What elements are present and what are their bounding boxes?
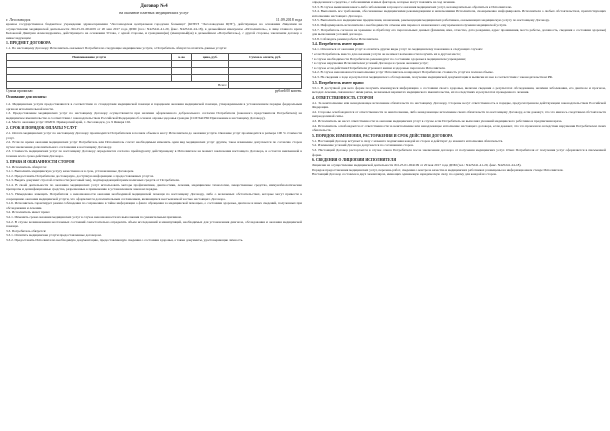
paragraph: 3.3.7. Потребитель согласен на хранение и обработку его персональных данных (фамилия, имя, отчество, дата рождения, адрес проживания, место работы, должность, сведения о состоянии здоровья) для выполнения условий договора. [312,27,606,37]
paragraph: 1.2. Медицинские услуги предоставляются в соответствии со стандартами медицинской помощи и порядками оказания медицинской помощи, утвержденными в установленном порядке федеральным органом исполнительной власти. [6,101,302,111]
paragraph: 5.2. Изменение условий Договора допускается по соглашению сторон. [312,143,414,148]
paragraph: 3.3.1. Оплатить медицинские услуги предоставленные договором. [6,233,102,238]
paragraph: 3.2.2. В случае возникновения неотложных состояний самостоятельно определять объем исследований и манипуляций, необходимых для установления диагноза, обследования и оказания медицинской помощи. [6,219,302,229]
contract-date: 11.09.2018 года [275,17,302,22]
paragraph: 5.1. Настоящий Договор вступает в силу с момента подписания каждой из сторон и действует до момента исполнения обязательств. [312,138,504,143]
paragraph: 3.1.5. Немедленно извещать Потребителя о невозможности оказания необходимой медицинской помощи по настоящему Договору, либо о возможных обстоятельствах, которые могут привести к сокращению оказания медицинской услуги, что оформляется дополнительным соглашением, являющимся неотъемлемой частью настоящего Договора. [6,192,302,201]
paragraph: Настоящий Договор составлен в двух экземплярах, имеющих одинаковую юридическую силу, по одному для каждой из сторон. [312,172,497,177]
paragraph: 3.3.8. Соблюдать режим работы Исполнителя. [312,36,379,41]
section-heading: 3. ПРАВА И ОБЯЗАННОСТИ СТОРОН [6,159,75,164]
paragraph: 3.1. Исполнитель обязуется: [6,164,47,169]
paragraph: 3.3. Потребитель обязуется: [6,228,47,233]
section-heading: 2. СРОК И ПОРЯДОК ОПЛАТЫ УСЛУГ [6,125,78,130]
list-item: • в случае необходимости Потребителю рекомендуют по состоянию здоровья в медицинском учреждении; [312,56,466,61]
paragraph: 4.2. Стороны освобождаются от ответственности за неисполнение, либо ненадлежащее исполнение своих обязательств по настоящему Договору, если докажут, что это явилось следствием обстоятельств непреодолимой силы. [312,109,606,119]
paragraph: 3.5.1. В доступной для него форме получить имеющуюся информацию о состоянии своего здоровья, включая сведения о результатах обследования, наличии заболевания, его диагнозе и прогнозе, методах лечения, связанном с ними риске, возможных вариантах медицинского вмешательства, их последствиях и результатах проведенного лечения. [312,85,606,95]
table-header: Сумма к оплате, руб. [229,53,302,60]
city: г. Лесозаводск [6,17,31,22]
contract-title: Договор №4 [140,4,168,9]
paragraph: 3.3.3. В случае выявления какого-либо заболевания в процессе оказания медицинских услуг, незамедлительно обратиться к Исполнителю. [312,4,513,9]
paragraph: 3.3.4. Выполнять все требования, обоснованные медицинскими рекомендациями и назначениями Исполнителя, своевременно информировать Исполнителя о любых обстоятельствах, препятствующих исполнению настоящего Договора. [312,9,606,18]
paragraph: 3.4.1. Отказаться от оказания услуг и оплатить другие виды услуг по медицинскому показанию в следующих случаях: [312,47,483,52]
list-item: • если Потребитель вместо для оказания услуги он не имеет возможности получить их в другом месте; [312,51,461,56]
payment-basis-label: Основание для оплаты: [6,94,47,99]
paragraph: 5.3. Настоящий Договор расторгается в случае отказа Потребителя после заключения договора от получения медицинских услуг. Отказ Потребителя от получения услуг оформляется в письменной форме. [312,148,606,157]
section-heading: 5. ПОРЯДОК ИЗМЕНЕНИЯ, РАСТОРЖЕНИЯ И СРОК ДЕЙСТВИЯ ДОГОВОРА [312,133,453,138]
paragraph: 2.2. Если по время оказания медицинских услуг Потребитель или Исполнитель сочтет необходимым изменить один вид медицинских услуг другим, такое изменение допускается по согласию сторон путем заключения дополнительного соглашения к настоящему Договору. [6,140,302,149]
contract-subtitle: на оказание платных медицинских услуг [119,10,189,15]
paragraph: определенного средства, с заболевшими и иных факторов, которые могут повлиять на ход лечения. [312,0,456,4]
table-total-row [7,81,302,88]
paragraph: 3.1.1. Выполнить медицинскую услугу качественно и в срок, установленные Договором. [6,169,135,174]
table-row [7,60,302,67]
section-heading: 1. ПРЕДМЕТ ДОГОВОРА [6,41,51,46]
paragraph: Порядок предоставления медицинских услуг, перечень работ, сведения о контроле качества и медицинских работниках размещены на информационном стенде Исполнителя. [312,167,564,172]
list-item: • в случае нарушения Исполнителем условий Договора и сроков оказания услуг; [312,61,429,66]
paragraph: 3.3.2. Предоставить Исполнителю необходимую документацию, предоставляющую сведения о состоянии здоровья, а также документы, удостоверяющие личность. [6,238,244,242]
list-item: • в случае если действия Потребителя угрожают жизни и здоровью персонала Исполнителя. [312,65,446,70]
sum-amount: рублей 00 копеек. [274,88,302,93]
subsection-heading: 3.5. Потребитель имеет право: [312,80,365,85]
paragraph: 3.2. Исполнитель имеет право: [6,210,51,215]
paragraph: 3.1.2. Предоставить Потребителю достоверную, доступную информацию о предоставляемых услугах. [6,173,154,178]
paragraph: 2.3. Стоимость медицинских услуг по настоящему Договору определяется согласно прейскуранту действующему в Исполнителе на момент заключения настоящего Договора, и остается неизменной в течение всего срока действия Договора. [6,149,302,158]
total-label: Всего: [7,81,229,88]
right-column [312,0,606,431]
paragraph: 3.4.2. В случае невозможности выполнения услуг Исполнитель возвращает Потребителю стоимость услуги в полном объеме. [312,70,494,75]
paragraph: 1.1. По настоящему Договору Исполнитель оказывает Потребителю следующие медицинские услуги, а Потребитель обязуется оплатить данные услуги: [6,46,227,51]
paragraph: 3.1.4. В своей деятельности по оказанию медицинских услуг использовать методы профилактики, диагностики, лечения, медицинские технологии, лекарственные средства, иммунобиологические препараты и дезинфекционные средства, разрешенные к применению в установленном законом порядке. [6,182,302,192]
paragraph: 3.3.5. Выполнять все медицинские предписания, назначения, рекомендации медицинских работников, оказывающих медицинскую услугу по настоящему Договору. [312,18,550,23]
paragraph: Лицензия на осуществление медицинской деятельности ЛО-25-01-004109 от 20 мая 2017 года ДПМ (тел.: N425241-41-20, факс. N425241-24-18). [312,163,522,168]
paragraph: 3.3.6. Информировать исполнителя о необходимости отмены или переноса назначенного ему времени получения медицинской услуги. [312,22,508,27]
paragraph: 3.1.3. Выдать документ строгой отчетности (кассовый чек), подтверждающий прием наличных средств от Потребителя. [6,178,180,183]
paragraph: 1.3. Предоставление медицинских услуг по настоящему Договору осуществляется при наличии оформленного добровольного согласия Потребителя (законного представителя Потребителя) на медицинское вмешательство в соответствии с законодательством Российской Федерации об основах охраны здоровья граждан (СОГЛАСНО Приложение к настоящему Договору). [6,111,302,120]
table-header: к-во [172,53,192,60]
paragraph: 3.2.1. Изменить сроки оказания медицинских услуг в случае невозможности их выполнения по уважительным причинам. [6,215,182,220]
left-column [6,0,302,431]
paragraph: 1.4. Место оказания услуг: 692031 Приморский край, г. Лесозаводск, ул. 9 Января 102. [6,120,131,125]
paragraph: 3.1.6. Исполнитель гарантирует режим соблюдения по сохранению в тайне информации о факте обращения за медицинской помощью, о состоянии здоровья, диагнозе и иных сведений, полученных при обследовании и лечении. [6,201,302,210]
table-header: Наименование услуги [7,53,172,60]
paragraph: 4.4. Исполнитель освобождается от ответственности за неисполнение или ненадлежащее исполнение настоящего договора, если докажет, что это произошло вследствие нарушения Потребителем своих обязательств. [312,123,606,133]
services-table [6,53,302,89]
subsection-heading: 3.4. Потребитель имеет право: [312,42,365,47]
table-header: цена, руб. [192,53,229,60]
table-row [7,67,302,74]
paragraph: 4.1. За неисполнение или ненадлежащее исполнение обязательств по настоящему Договору, Стороны несут ответственность в порядке, предусмотренном действующим законодательством Российской Федерации. [312,100,606,110]
table-row [7,74,302,81]
intro-paragraph: краевое государственное бюджетное учреждение здравоохранения "Лесозаводская центральная городская больница" (КГБУЗ "Лесозаводская ЦГБ"), действующее на основании Лицензии на осуществление медицинской деятельности ЛО-25-01-004109 от 20 мая 2017 года ДПМ (тел.: N425241-41-20, факс. N425241-24-18), в дальнейшем именуемое «Исполнитель», в лице главного врача Белоконой Дмитрия Александровича, действующего на основании Устава, с одной стороны, и гражданин(ка) (именуемый(ая) в дальнейшем «Потребитель»), с другой стороны, заключили договор о нижеследующем: [6,22,302,40]
paragraph: 4.3. Исполнитель не несет ответственности за оказание медицинских услуг в случае если Потребитель не выполнял указаний медицинского работника и предписания врача. [312,119,563,124]
paragraph: 2.1. Оплата медицинских услуг по настоящему Договору производится Потребителем в полном объеме в кассу Исполнителя до оказания услуги. Оказание услуг производится в размере 100 % стоимости услуг. [6,130,302,140]
sum-in-words-row [6,89,302,94]
paragraph: 3.4.3. На сведения о ходе и результатах медицинского обследования, получение медицинской документации и выписки из нее в соответствии с законодательством РФ. [312,74,553,79]
section-heading: 4. ОТВЕТСТВЕННОСТЬ СТОРОН [312,95,374,100]
section-heading: 6. СВЕДЕНИЯ О ЛИЦЕНЗИИ ИСПОЛНИТЕЛЯ [312,158,397,163]
sum-words-label: Сумма прописью: [6,88,34,93]
